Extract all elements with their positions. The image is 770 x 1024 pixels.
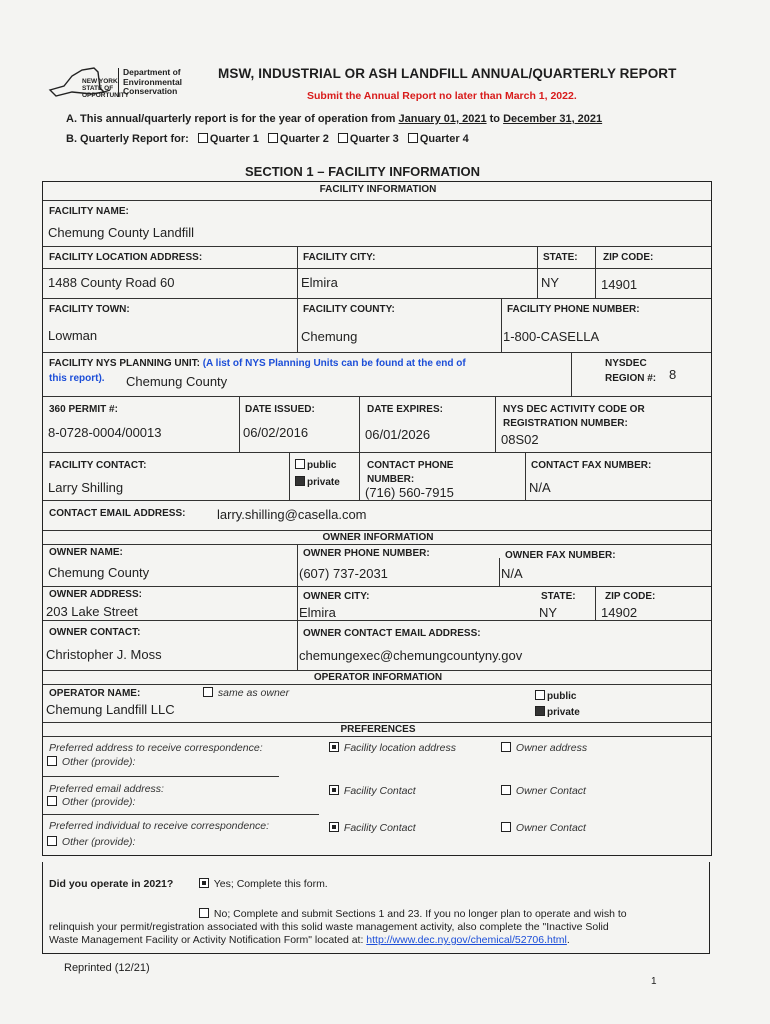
period-prefix: A. This annual/quarterly report is for the year of operation from	[66, 113, 399, 125]
contact-email-label: CONTACT EMAIL ADDRESS:	[49, 508, 186, 519]
operate-yes-checkbox[interactable]	[199, 878, 209, 888]
owner-phone-label: OWNER PHONE NUMBER:	[303, 548, 430, 559]
pref-email-other-label: Other (provide):	[61, 796, 136, 808]
owner-state-label: STATE:	[541, 591, 576, 602]
operate-link-end: .	[566, 934, 570, 946]
planning-unit-label	[49, 358, 569, 369]
owner-zip-label: ZIP CODE:	[605, 591, 656, 602]
pref-individual-label: Preferred individual to receive correspondence:	[49, 820, 270, 832]
quarter-1-label: Quarter 1	[209, 133, 259, 145]
facility-city-label: FACILITY CITY:	[303, 252, 376, 263]
facility-county-label: FACILITY COUNTY:	[303, 304, 395, 315]
facility-state-label: STATE:	[543, 252, 578, 263]
contact-phone-value[interactable]: (716) 560-7915	[365, 485, 454, 500]
owner-email-value[interactable]: chemungexec@chemungcountyny.gov	[299, 648, 523, 663]
pref-address-other-checkbox[interactable]	[47, 756, 57, 766]
planning-unit-value[interactable]: Chemung County	[126, 374, 228, 389]
date-expires-label: DATE EXPIRES:	[367, 404, 443, 415]
page-number: 1	[651, 976, 657, 987]
report-subtitle: Submit the Annual Report no later than March 1, 2022.	[307, 90, 577, 102]
quarter-2-label: Quarter 2	[279, 133, 329, 145]
activity-code-value[interactable]: 08S02	[501, 432, 539, 447]
pref-individual-opt1	[329, 822, 416, 834]
facility-zip-value[interactable]: 14901	[601, 277, 638, 292]
facility-town-label: FACILITY TOWN:	[49, 304, 130, 315]
permit-value[interactable]: 8-0728-0004/00013	[48, 425, 162, 440]
contact-private-option	[295, 476, 340, 488]
activity-code-label-2: REGISTRATION NUMBER:	[503, 418, 628, 429]
permit-label: 360 PERMIT #:	[49, 404, 118, 415]
same-as-owner-label: same as owner	[217, 687, 290, 699]
operator-private-label: private	[547, 707, 580, 718]
pref-email-opt2-label: Owner Contact	[515, 785, 586, 797]
preferences-band: PREFERENCES	[340, 724, 416, 735]
facility-town-value[interactable]: Lowman	[48, 328, 98, 343]
owner-email-label: OWNER CONTACT EMAIL ADDRESS:	[303, 628, 481, 639]
operator-public-checkbox[interactable]	[535, 690, 545, 700]
dept-line-3: Conservation	[123, 86, 178, 96]
pref-email-opt2	[501, 785, 586, 797]
region-value[interactable]: 8	[669, 367, 677, 382]
contact-fax-label: CONTACT FAX NUMBER:	[531, 460, 652, 471]
planning-unit-note-2: this report).	[49, 373, 105, 384]
reporting-period	[66, 113, 602, 125]
owner-address-value[interactable]: 203 Lake Street	[46, 604, 138, 619]
quarter-4-checkbox[interactable]	[408, 133, 418, 143]
contact-public-option	[295, 459, 336, 471]
same-as-owner-option	[203, 687, 289, 699]
pref-individual-other-checkbox[interactable]	[47, 836, 57, 846]
facility-contact-label: FACILITY CONTACT:	[49, 460, 147, 471]
owner-address-label: OWNER ADDRESS:	[49, 589, 142, 600]
pref-address-label: Preferred address to receive correspondence:	[49, 742, 263, 754]
operator-band: OPERATOR INFORMATION	[313, 672, 443, 683]
contact-phone-label-2: NUMBER:	[367, 474, 415, 485]
section-title: SECTION 1 – FACILITY INFORMATION	[245, 164, 480, 179]
period-from: January 01, 2021	[398, 113, 487, 125]
operate-no-text-3-line	[49, 934, 570, 947]
owner-state-value[interactable]: NY	[539, 605, 558, 620]
facility-contact-value[interactable]: Larry Shilling	[48, 480, 124, 495]
pref-email-opt1	[329, 785, 416, 797]
pref-email-other	[47, 796, 135, 808]
pref-address-opt2	[501, 742, 587, 754]
facility-name-label: FACILITY NAME:	[49, 206, 129, 217]
period-mid: to	[486, 113, 504, 125]
pref-email-other-checkbox[interactable]	[47, 796, 57, 806]
owner-zip-value[interactable]: 14902	[601, 605, 638, 620]
facility-state-value[interactable]: NY	[541, 275, 560, 290]
operator-private-option	[535, 706, 580, 718]
operate-box	[42, 862, 710, 954]
owner-band: OWNER INFORMATION	[322, 532, 434, 543]
period-to: December 31, 2021	[503, 113, 603, 125]
pref-address-opt1	[329, 742, 456, 754]
date-issued-label: DATE ISSUED:	[245, 404, 315, 415]
region-label-2: REGION #:	[605, 373, 657, 384]
operator-name-label: OPERATOR NAME:	[49, 688, 141, 699]
dept-line-1: Department of	[123, 67, 181, 77]
contact-public-checkbox[interactable]	[295, 459, 305, 469]
operator-public-label: public	[547, 691, 577, 702]
operate-yes-option	[199, 878, 328, 891]
reprinted-date: Reprinted (12/21)	[64, 962, 150, 974]
facility-address-value[interactable]: 1488 County Road 60	[48, 275, 175, 290]
quarter-1-checkbox[interactable]	[198, 133, 208, 143]
quarterly-prefix: B. Quarterly Report for:	[66, 133, 189, 145]
report-title: MSW, INDUSTRIAL OR ASH LANDFILL ANNUAL/QUARTERLY REPORT	[218, 66, 677, 81]
same-as-owner-checkbox[interactable]	[203, 687, 213, 697]
date-issued-value[interactable]: 06/02/2016	[243, 425, 309, 440]
operate-question: Did you operate in 2021?	[49, 878, 174, 890]
pref-individual-opt2	[501, 822, 586, 834]
contact-private-label: private	[307, 477, 340, 488]
contact-fax-value[interactable]: N/A	[529, 480, 551, 495]
operator-private-checkbox[interactable]	[535, 706, 545, 716]
facility-form	[42, 181, 712, 856]
facility-phone-value[interactable]: 1-800-CASELLA	[503, 329, 600, 344]
contact-phone-label-1: CONTACT PHONE	[367, 460, 454, 471]
pref-email-opt1-label: Facility Contact	[343, 785, 416, 797]
owner-fax-value[interactable]: N/A	[501, 566, 523, 581]
owner-city-value[interactable]: Elmira	[299, 605, 336, 620]
facility-name-value[interactable]: Chemung County Landfill	[48, 225, 194, 240]
quarter-3-checkbox[interactable]	[338, 133, 348, 143]
owner-phone-value[interactable]: (607) 737-2031	[299, 566, 388, 581]
operate-no-option	[199, 908, 627, 921]
operator-public-option	[535, 690, 576, 702]
owner-contact-value[interactable]: Christopher J. Moss	[46, 647, 162, 662]
facility-county-value[interactable]: Chemung	[301, 329, 358, 344]
quarterly-report-line	[66, 133, 469, 145]
owner-name-label: OWNER NAME:	[49, 547, 123, 558]
pref-address-opt2-checkbox[interactable]	[501, 742, 511, 752]
contact-email-value[interactable]: larry.shilling@casella.com	[217, 507, 367, 522]
inactive-form-link[interactable]: http://www.dec.ny.gov/chemical/52706.html	[366, 934, 567, 946]
planning-unit-label-text: FACILITY NYS PLANNING UNIT:	[49, 358, 200, 369]
pref-address-opt2-label: Owner address	[515, 742, 588, 754]
logo-text: NEW YORK STATE OF OPPORTUNITY	[82, 78, 129, 99]
contact-private-checkbox[interactable]	[295, 476, 305, 486]
pref-individual-other-label: Other (provide):	[61, 836, 136, 848]
pref-address-opt1-label: Facility location address	[343, 742, 456, 754]
owner-contact-label: OWNER CONTACT:	[49, 627, 141, 638]
operate-no-text-2: relinquish your permit/registration associated with this solid waste management activity, also complete the "Inactive Solid	[49, 921, 609, 933]
pref-address-other	[47, 756, 135, 768]
planning-unit-note: (A list of NYS Planning Units can be found at the end of	[202, 358, 466, 369]
pref-individual-opt1-label: Facility Contact	[343, 822, 416, 834]
quarter-3-label: Quarter 3	[349, 133, 399, 145]
owner-city-label: OWNER CITY:	[303, 591, 370, 602]
region-label-1: NYSDEC	[605, 358, 647, 369]
operate-no-checkbox[interactable]	[199, 908, 209, 918]
pref-individual-opt1-checkbox[interactable]	[329, 822, 339, 832]
department-name	[118, 68, 182, 97]
quarter-4-label: Quarter 4	[419, 133, 469, 145]
pref-individual-opt2-label: Owner Contact	[515, 822, 586, 834]
owner-name-value[interactable]: Chemung County	[48, 565, 150, 580]
date-expires-value[interactable]: 06/01/2026	[365, 427, 431, 442]
pref-email-opt1-checkbox[interactable]	[329, 785, 339, 795]
owner-fax-label: OWNER FAX NUMBER:	[505, 550, 616, 561]
dept-line-2: Environmental	[123, 76, 183, 87]
operate-no-text-3: Waste Management Facility or Activity Notification Form" located at:	[49, 934, 367, 946]
facility-city-value[interactable]: Elmira	[301, 275, 338, 290]
pref-address-other-label: Other (provide):	[61, 756, 136, 768]
operate-no-label: No; Complete and submit Sections 1 and 23. If you no longer plan to operate and wish to	[213, 908, 627, 920]
pref-address-opt1-checkbox[interactable]	[329, 742, 339, 752]
pref-email-label: Preferred email address:	[49, 783, 164, 795]
quarter-2-checkbox[interactable]	[268, 133, 278, 143]
operate-yes-label: Yes; Complete this form.	[213, 878, 328, 890]
facility-zip-label: ZIP CODE:	[603, 252, 654, 263]
facility-phone-label: FACILITY PHONE NUMBER:	[507, 304, 640, 315]
activity-code-label-1: NYS DEC ACTIVITY CODE OR	[503, 404, 645, 415]
pref-individual-other	[47, 836, 135, 848]
facility-address-label: FACILITY LOCATION ADDRESS:	[49, 252, 203, 263]
operator-name-value[interactable]: Chemung Landfill LLC	[46, 702, 175, 717]
pref-email-opt2-checkbox[interactable]	[501, 785, 511, 795]
contact-public-label: public	[307, 460, 337, 471]
pref-individual-opt2-checkbox[interactable]	[501, 822, 511, 832]
facility-band: FACILITY INFORMATION	[319, 184, 437, 195]
